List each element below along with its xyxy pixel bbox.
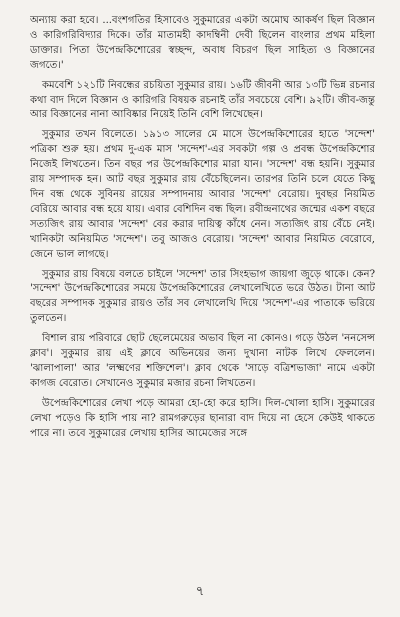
page-number: ৭	[195, 584, 205, 599]
paragraph-5: বিশাল রায় পরিবারে ছোট ছেলেমেয়ের অভাব ছিল না কোনও। গড়ে উঠল 'ননসেন্স ক্লাব'। সুকুমার রায় এই ক্লাবে অভিনয়ের জন্য দুখানা নাটক লিখে ফেললেন। 'ঝালাপালা' আর 'লক্ষ্মণের শক্তিশেল'। ক্লাব থেকে 'সাড়ে বত্রিশভাজা' নামে একটা কাগজ বেরোত। সেখানেও সুকুমার মজার রচনা লিখতেন।	[30, 333, 375, 389]
document-page	[30, 14, 375, 574]
paragraph-2: কমবেশি ১২১টি নিবন্ধের রচয়িতা সুকুমার রায়। ১৬টি জীবনী আর ১৩টি ভিন্ন রচনার কথা বাদ দিলে বিজ্ঞান ও কারিগরি বিষয়ক রচনাই তাঁর সবচেয়ে বেশি। ৯২টি। জীব-জন্তু আর বিজ্ঞানের নানা আবিষ্কার নিয়েই তিনি বেশি লিখেছেন।	[30, 79, 375, 121]
paragraph-3: সুকুমার তখন বিলেতে। ১৯১৩ সালের মে মাসে উপেন্দ্রকিশোরের হাতে 'সন্দেশ' পত্রিকা শুরু হয়। প্রথম দু-এক মাস 'সন্দেশ'-এর সবকটা গল্প ও প্রবন্ধ উপেন্দ্রকিশোর নিজেই লিখতেন। তিন বছর পর উপেন্দ্রকিশোর মারা যান। 'সন্দেশ' বন্ধ হয়নি। সুকুমার রায় সম্পাদক হন। আট বছর সুকুমার রায় বেঁচেছিলেন। তারপর তিনি চলে যেতে কিছু দিন বন্ধ থেকে সুবিনয় রায়ের সম্পাদনায় আবার 'সন্দেশ' বেরোয়। দুবছর নিয়মিত বেরিয়ে আবার বন্ধ হয়ে যায়। এবার বেশিদিন বন্ধ ছিল। রবীন্দ্রনাথের জন্মের একশ বছরে সত্যজিৎ রায় আবার 'সন্দেশ' বের করার দায়িত্ব কাঁধে নেন। সত্যজিৎ রায় বেঁচে নেই। খানিকটা অনিয়মিত 'সন্দেশ'। তবু আজও বেরোয়। 'সন্দেশ' আবার নিয়মিত বেরোবে, জেনে ভাল লাগছে।	[30, 129, 375, 260]
paragraph-6: উপেন্দ্রকিশোরের লেখা পড়ে আমরা হো-হো করে হাসি। দিল-খোলা হাসি। সুকুমারের লেখা পড়েও কি হাসি পায় না? রামগরুড়ের ছানারা বাদ দিয়ে না হেসে কেউই থাকতে পারে না। তবে সুকুমারের লেখায় হাসির আমেজের সঙ্গে	[30, 397, 375, 439]
paragraph-4: সুকুমার রায় বিষয়ে বলতে চাইলে 'সন্দেশ' তার সিংহভাগ জায়গা জুড়ে থাকে। কেন? 'সন্দেশ' উপেন্দ্রকিশোরের সময়ে উপেন্দ্রকিশোরের লেখালেখিতে ভরে উঠত। টানা আট বছরের সম্পাদক সুকুমার রায়ও তাঁর সব লেখালেখি দিয়ে 'সন্দেশ'-এর পাতাকে ভরিয়ে তুলতেন।	[30, 268, 375, 325]
paragraph-1: অন্যায় করা হবে। ...বংশগতির হিসাবেও সুকুমারের একটা অমোঘ আকর্ষণ ছিল বিজ্ঞান ও কারিগরিবিদ্যার দিকে। তাঁর মাতামহী কাদম্বিনী দেবী ছিলেন বাংলার প্রথম মহিলা ডাক্তার। পিতা উপেন্দ্রকিশোরের স্বচ্ছন্দ, অবাধ বিচরণ ছিল সাহিত্য ও বিজ্ঞানের জগতে।'	[30, 15, 375, 71]
